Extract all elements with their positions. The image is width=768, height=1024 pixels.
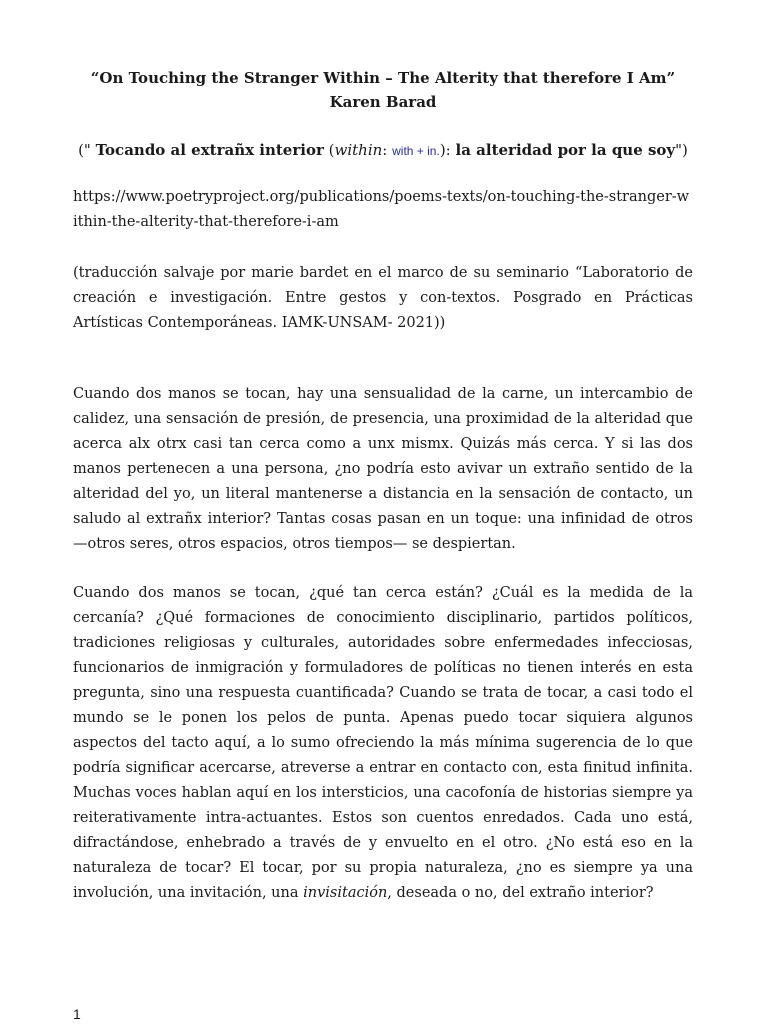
subtitle-open: (": [78, 141, 96, 159]
body-paragraph-2: [73, 581, 693, 906]
paragraph-2-italic: invisitación: [303, 885, 388, 901]
spanish-subtitle: [73, 138, 693, 163]
document-title: “On Touching the Stranger Within – The Alterity that therefore I Am”: [90, 69, 676, 87]
subtitle-with-in: with + in.: [392, 144, 440, 158]
page-number: 1: [73, 1006, 81, 1022]
subtitle-title: Tocando al extrañx interior: [95, 141, 324, 159]
source-url[interactable]: https://www.poetryproject.org/publications/poems-texts/on-touching-the-stranger-within-the-alterity-that-therefore-i-am: [73, 189, 690, 230]
author-name: Karen Barad: [329, 93, 437, 111]
document-page: [73, 66, 693, 906]
subtitle-paren-close: ):: [439, 141, 456, 159]
subtitle-within: within: [334, 141, 383, 159]
body-paragraph-1: Cuando dos manos se tocan, hay una sensualidad de la carne, un intercambio de calidez, una sensación de presión, de presencia, una proximidad de la alteridad que acerca alx otrx casi tan cerca como a unx mismx. Quizás más cerca. Y si las dos manos pertenecen a una persona, ¿no podría esto avivar un extraño sentido de la alteridad del yo, un literal mantenerse a distancia en la sensación de contacto, un saludo al extrañx interior? Tantas cosas pasan en un toque: una infinidad de otros —otros seres, otros espacios, otros tiempos— se despiertan.: [73, 386, 693, 552]
paragraph-2-end: , deseada o no, del extraño interior?: [387, 885, 654, 901]
subtitle-close: "): [675, 141, 688, 159]
subtitle-paren: (: [323, 141, 335, 159]
subtitle-colon: :: [382, 141, 393, 159]
paragraph-2-text: Cuando dos manos se tocan, ¿qué tan cerca están? ¿Cuál es la medida de la cercanía? ¿Qué formaciones de conocimiento disciplinario, partidos políticos, tradiciones religiosas y culturales, autoridades sobre enfermedades infecciosas, funcionarios de inmigración y formuladores de políticas no tienen interés en esta pregunta, sino una respuesta cuantificada? Cuando se trata de tocar, a casi todo el mundo se le ponen los pelos de punta. Apenas puedo tocar siquiera algunos aspectos del tacto aquí, a lo sumo ofreciendo la más mínima sugerencia de lo que podría significar acercarse, atreverse a entrar en contacto con, esta finitud infinita. Muchas voces hablan aquí en los intersticios, una cacofonía de historias siempre ya reiterativamente intra-actuantes. Estos son cuentos enredados. Cada uno está, difractándose, enhebrado a través de y envuelto en el otro. ¿No está eso en la naturaleza de tocar? El tocar, por su propia naturaleza, ¿no es siempre ya una involución, una invitación, una: [73, 585, 693, 901]
translator-note: (traducción salvaje por marie bardet en el marco de su seminario “Laboratorio de creación e investigación. Entre gestos y con-textos. Posgrado en Prácticas Artísticas Contemporáneas. IAMK-UNSAM- 2021)): [73, 265, 693, 331]
subtitle-alterity: la alteridad por la que soy: [455, 141, 676, 159]
